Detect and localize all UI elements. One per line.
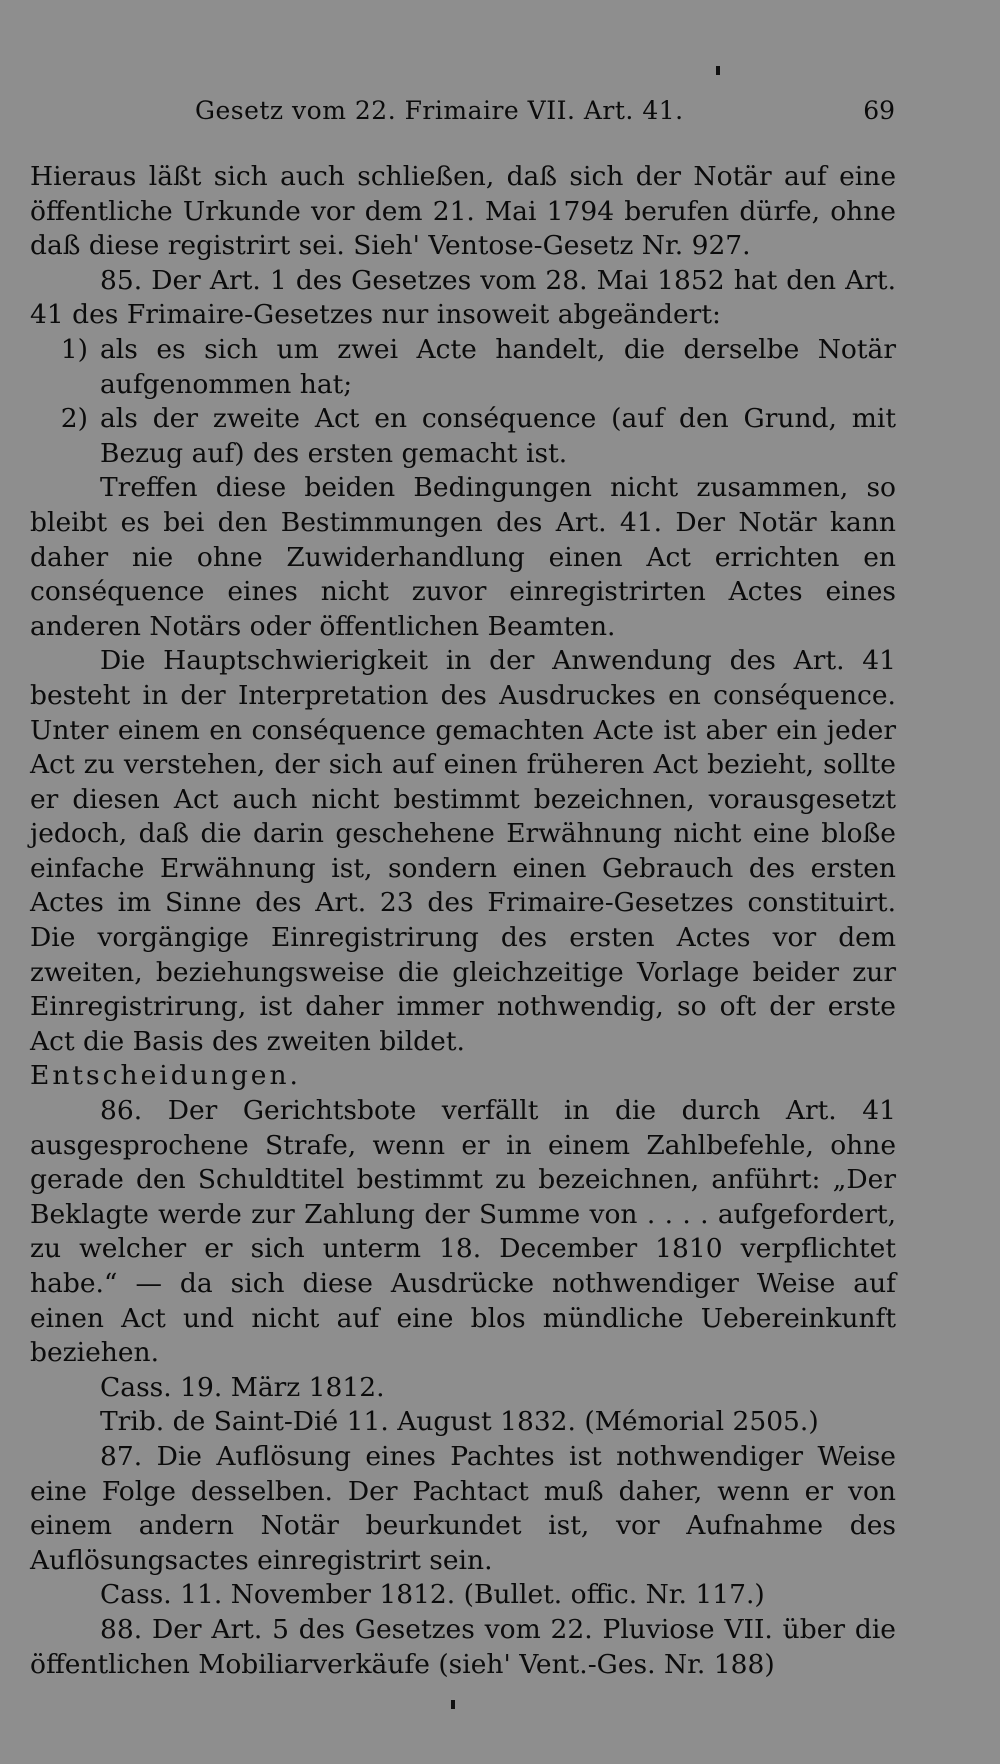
paragraph: 86. Der Gerichtsbote verfällt in die durch Art. 41 ausgesprochene Strafe, wenn er in einem Zahlbefehle, ohne gerade den Schuldtitel bestimmt zu bezeichnen, anführt: „Der Beklagte werde zur Zahlung der Summe von . . . . aufgefordert, zu welcher er sich unterm 18. December 1810 verpflichtet habe.“ — da sich diese Ausdrücke nothwendiger Weise auf einen Act und nicht auf eine blos mündliche Uebereinkunft beziehen. [30, 1095, 896, 1369]
enumerated-item [30, 402, 896, 471]
page-number: 69 [863, 96, 895, 125]
item-text: als es sich um zwei Acte handelt, die derselbe Notär aufgenommen hat; [100, 333, 896, 400]
citation: Cass. 11. November 1812. (Bullet. offic. Nr. 117.) [100, 1579, 765, 1611]
section-heading: Entscheidungen. [30, 1060, 301, 1092]
item-number: 2) [60, 403, 88, 435]
paragraph: Treffen diese beiden Bedingungen nicht zusammen, so bleibt es bei den Bestimmungen des Art. 41. Der Notär kann daher nie ohne Zuwiderhandlung einen Act errichten en conséquence eines nicht zuvor einregistrirten Actes eines anderen Notärs oder öffentlichen Beamten. [30, 472, 896, 642]
enumerated-item [30, 333, 896, 402]
header-title: Gesetz vom 22. Frimaire VII. Art. 41. [195, 96, 684, 125]
running-header [0, 96, 1000, 136]
item-text: als der zweite Act en conséquence (auf den Grund, mit Bezug auf) des ersten gemacht ist. [100, 403, 896, 469]
paragraph: 87. Die Auflösung eines Pachtes ist nothwendiger Weise eine Folge desselben. Der Pachtact muß daher, wenn er von einem andern Notär beurkundet ist, vor Aufnahme des Auflösungsactes einregistrirt sein. [30, 1440, 896, 1576]
ink-speck [451, 1700, 455, 1709]
ink-speck [716, 66, 720, 75]
paragraph: Die Hauptschwierigkeit in der Anwendung des Art. 41 besteht in der Interpretation des Ausdruckes en conséquence. Unter einem en conséquence gemachten Acte ist aber ein jeder Act zu verstehen, der sich auf einen früheren Act bezieht, sollte er diesen Act auch nicht bestimmt bezeichnen, vorausgesetzt jedoch, daß die darin geschehene Erwähnung nicht eine bloße einfache Erwähnung ist, sondern einen Gebrauch des ersten Actes im Sinne des Art. 23 des Frimaire-Gesetzes constituirt. Die vorgängige Einregistrirung des ersten Actes vor dem zweiten, beziehungsweise die gleichzeitige Vorlage beider zur Einregistrirung, ist daher immer nothwendig, so oft der erste Act die Basis des zweiten bildet. [30, 645, 896, 1057]
citation: Trib. de Saint-Dié 11. August 1832. (Mémorial 2505.) [100, 1406, 819, 1438]
paragraph: 88. Der Art. 5 des Gesetzes vom 22. Pluviose VII. über die öffentlichen Mobiliarverkäufe (sieh' Vent.-Ges. Nr. 188) [30, 1613, 896, 1680]
paragraph: Hieraus läßt sich auch schließen, daß sich der Notär auf eine öffentliche Urkunde vor dem 21. Mai 1794 berufen dürfe, ohne daß diese registrirt sei. Sieh' Ventose-Gesetz Nr. 927. [30, 161, 896, 262]
item-number: 1) [60, 333, 88, 365]
citation: Cass. 19. März 1812. [100, 1371, 385, 1403]
body-text [30, 160, 896, 1682]
paragraph: 85. Der Art. 1 des Gesetzes vom 28. Mai 1852 hat den Art. 41 des Frimaire-Gesetzes nur insoweit abgeändert: [30, 264, 896, 331]
